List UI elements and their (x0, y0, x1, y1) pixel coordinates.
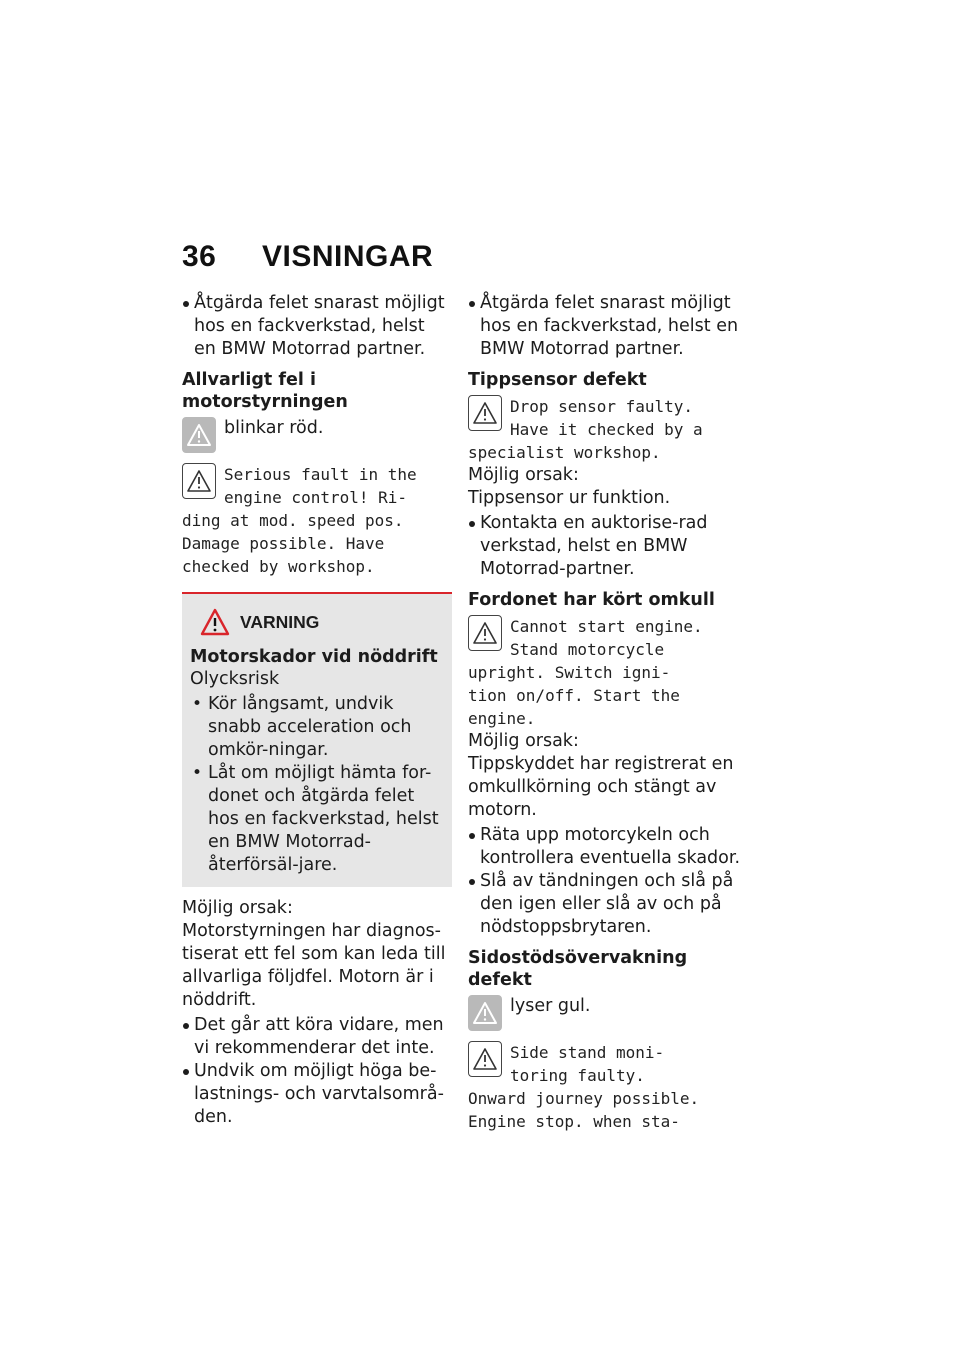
right-column (468, 290, 748, 1133)
display-warning-icon (182, 463, 216, 499)
list-item: Åtgärda felet snarast möjligt hos en fackverkstad, helst en BMW Motorrad partner. (182, 292, 452, 361)
display-text-line: upright. Switch igni- (468, 663, 671, 682)
icon-row-red-light (182, 417, 452, 453)
display-message-tipped (468, 615, 748, 661)
warning-risk: Olycksrisk (190, 669, 280, 689)
right-intro-list (468, 292, 748, 361)
page-header (182, 240, 433, 274)
right-advice-list-2 (468, 824, 748, 939)
display-warning-icon (468, 395, 502, 431)
display-text-line: ding at mod. speed pos. (182, 511, 404, 530)
section-heading-tipped-over: Fordonet har kört omkull (468, 590, 715, 610)
lamp-state-text: lyser gul. (510, 996, 591, 1016)
display-text-line: Engine stop. when sta- (468, 1112, 680, 1131)
display-message-engine (182, 463, 452, 509)
lamp-state-text: blinkar röd. (224, 418, 324, 438)
list-item: Räta upp motorcykeln och kontrollera eventuella skador. (468, 824, 748, 870)
display-text-line: tion on/off. Start the (468, 686, 680, 705)
warning-lamp-icon (182, 417, 216, 453)
display-message-side-stand (468, 1041, 748, 1087)
warning-lamp-icon (468, 995, 502, 1031)
cause-text: Motorstyrningen har diagnos-tiserat ett fel som kan leda till allvarliga följdfel. Motorn är i nöddrift. (182, 921, 446, 1010)
warning-title: VARNING (240, 611, 320, 632)
display-text-line: Drop sensor faulty. (510, 397, 694, 416)
section-heading-drop-sensor: Tippsensor defekt (468, 370, 647, 390)
display-text-line: checked by workshop. (182, 557, 375, 576)
cause-text: Tippsensor ur funktion. (468, 488, 671, 508)
list-item: Det går att köra vidare, men vi rekommenderar det inte. (182, 1014, 452, 1060)
page-number: 36 (182, 240, 217, 273)
display-text-line: Cannot start engine. (510, 617, 703, 636)
section-heading-engine-fault: Allvarligt fel i motorstyrningen (182, 370, 348, 412)
display-text-line: Have it checked by a (510, 420, 703, 439)
left-intro-list (182, 292, 452, 361)
display-text-line: engine. (468, 709, 536, 728)
list-item: Åtgärda felet snarast möjligt hos en fackverkstad, helst en BMW Motorrad partner. (468, 292, 748, 361)
display-text-line: Side stand moni- (510, 1043, 665, 1062)
list-item: • Kör långsamt, undvik snabb acceleration och omkör-ningar. (190, 693, 444, 762)
display-text-line: Onward journey possible. (468, 1089, 700, 1108)
display-text-line: Damage possible. Have (182, 534, 385, 553)
warning-subtitle: Motorskador vid nöddrift (190, 647, 438, 667)
warning-triangle-icon (200, 608, 230, 636)
section-heading-side-stand: Sidostödsövervakning defekt (468, 948, 688, 990)
warning-header (200, 608, 444, 636)
display-text-line: Serious fault in the (224, 465, 417, 484)
display-warning-icon (468, 615, 502, 651)
page-title: VISNINGAR (262, 240, 434, 273)
cause-label: Möjlig orsak: (182, 898, 293, 918)
display-text-line: toring faulty. (510, 1066, 645, 1085)
list-item: Undvik om möjligt höga be-lastnings- och varvtalsområ-den. (182, 1060, 452, 1129)
warning-panel (182, 592, 452, 887)
icon-row-yellow-light (468, 995, 748, 1031)
display-warning-icon (468, 1041, 502, 1077)
list-item: Kontakta en auktorise-rad verkstad, helst en BMW Motorrad-partner. (468, 512, 748, 581)
display-text-line: specialist workshop. (468, 443, 661, 462)
cause-label: Möjlig orsak: (468, 465, 579, 485)
left-column (182, 290, 452, 1129)
cause-text: Tippskyddet har registrerat en omkullkörning och stängt av motorn. (468, 754, 734, 820)
cause-label: Möjlig orsak: (468, 731, 579, 751)
list-item: Slå av tändningen och slå på den igen eller slå av och på nödstoppsbrytaren. (468, 870, 748, 939)
display-text-line: engine control! Ri- (224, 488, 408, 507)
warning-list (190, 693, 444, 877)
list-item: • Låt om möjligt hämta for-donet och åtgärda felet hos en fackverkstad, helst en BMW Motorrad-återförsäl-jare. (190, 762, 444, 877)
left-advice-list (182, 1014, 452, 1129)
right-advice-list-1 (468, 512, 748, 581)
display-message-drop-sensor (468, 395, 748, 441)
display-text-line: Stand motorcycle (510, 640, 665, 659)
